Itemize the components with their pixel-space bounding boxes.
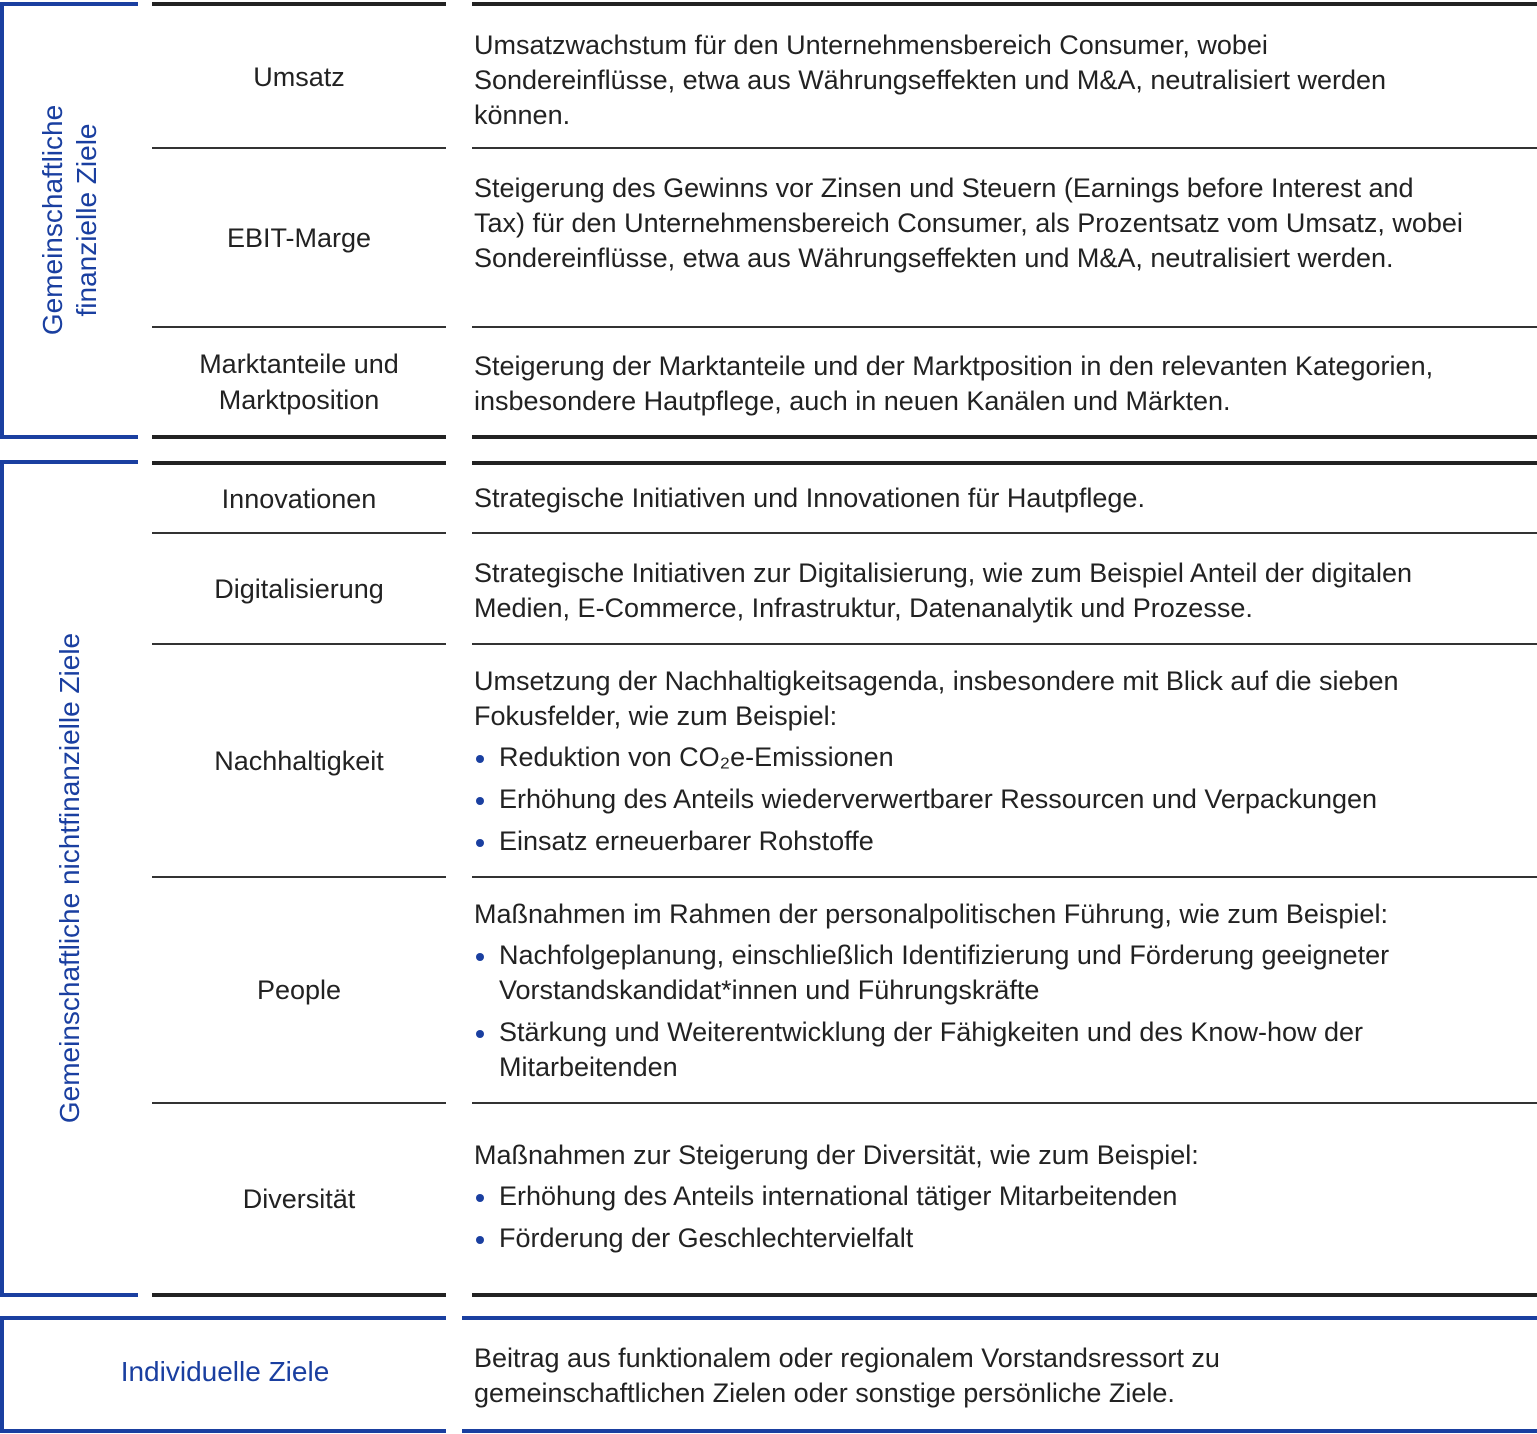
bullet-item: Nachfolgeplanung, einschließlich Identifizierung und Förderung geeigneter Vorstandskandidat*innen und Führungskräfte — [474, 938, 1424, 1008]
row-label-umsatz: Umsatz — [253, 61, 345, 92]
row-desc-umsatz: Umsatzwachstum für den Unternehmensbereich Consumer, wobei Sondereinflüsse, etwa aus Währungseffekten und M&A, neutralisiert werden können. — [474, 30, 1387, 130]
rule-desc-bottom-nonfinancial — [472, 1293, 1537, 1297]
bullet-item: Einsatz erneuerbarer Rohstoffe — [474, 824, 1434, 859]
row-label-digitalisierung: Digitalisierung — [214, 573, 384, 604]
row-desc-marktanteile: Steigerung der Marktanteile und der Marktposition in den relevanten Kategorien, insbesondere Hautpflege, auch in neuen Kanälen und Märkten. — [474, 351, 1434, 416]
row-desc-digitalisierung: Strategische Initiativen zur Digitalisierung, wie zum Beispiel Anteil der digitalen Medien, E-Commerce, Infrastruktur, Datenanalytik und Prozesse. — [474, 558, 1412, 623]
bullet-item: Stärkung und Weiterentwicklung der Fähigkeiten und des Know-how der Mitarbeitenden — [474, 1015, 1424, 1085]
row-label-people: People — [256, 975, 342, 1005]
rule-desc — [472, 643, 1537, 645]
row-desc-diversitaet: Maßnahmen zur Steigerung der Diversität, wie zum Beispiel: Erhöhung des Anteils international tätiger Mitarbeitenden Förderung der Geschlechtervielfalt — [474, 1138, 1514, 1263]
bullet-item: Erhöhung des Anteils international tätiger Mitarbeitenden — [474, 1179, 1514, 1214]
row-label-ebit-marge: EBIT-Marge — [226, 222, 372, 253]
row-desc-individuell: Beitrag aus funktionalem oder regionalem Vorstandsressort zu gemeinschaftlichen Zielen oder sonstige persönliche Ziele. — [474, 1343, 1220, 1408]
row-label-diversitaet: Diversität — [242, 1183, 356, 1214]
row-label-innovationen: Innovationen — [221, 483, 377, 514]
group-label-financial: Gemeinschaftliche finanzielle Ziele — [37, 104, 102, 336]
rule-individual-top — [462, 1316, 1537, 1320]
rule-desc — [472, 532, 1537, 534]
bullet-item: Förderung der Geschlechtervielfalt — [474, 1221, 1514, 1256]
row-desc-nachhaltigkeit: Umsetzung der Nachhaltigkeitsagenda, insbesondere mit Blick auf die sieben Fokusfelder, wie zum Beispiel: Reduktion von CO₂e-Emissionen Erhöhung des Anteils wiederverwertbarer Ressourcen und Verpackungen Einsatz erneuerbarer Rohstoffe — [474, 664, 1434, 866]
rule-desc — [472, 326, 1537, 328]
rule-label-bottom-nonfinancial — [152, 1293, 446, 1297]
rule-desc-bottom-financial — [472, 435, 1537, 439]
row-desc-people: Maßnahmen im Rahmen der personalpolitischen Führung, wie zum Beispiel: Nachfolgeplanung, einschließlich Identifizierung und Förderung geeigneter Vorstandskandidat*innen und Führungskräfte Stärkung und Weiterentwicklung der Fähigkeiten und des Know-how der Mitarbeitenden — [474, 897, 1504, 1092]
group-label-nonfinancial: Gemeinschaftliche nichtfinanzielle Ziele — [54, 632, 85, 1124]
row-desc-ebit-marge: Steigerung des Gewinns vor Zinsen und Steuern (Earnings before Interest and Tax) für den Unternehmensbereich Consumer, als Prozentsatz vom Umsatz, wobei Sondereinflüsse, etwa aus Währungseffekten und M&A, neutralisiert werden. — [474, 173, 1463, 273]
row-desc-innovationen: Strategische Initiativen und Innovationen für Hautpflege. — [474, 483, 1145, 513]
row-label-nachhaltigkeit: Nachhaltigkeit — [214, 745, 384, 776]
rule-desc — [472, 876, 1537, 878]
rule-desc — [472, 147, 1537, 149]
rule-desc-top-nonfinancial — [472, 461, 1537, 465]
row-label-marktanteile: Marktanteile und Marktposition — [199, 348, 399, 415]
group-label-individual: Individuelle Ziele — [120, 1356, 330, 1387]
bullet-item: Reduktion von CO₂e-Emissionen — [474, 740, 1434, 775]
rule-label-bottom-financial — [152, 435, 446, 439]
rule-desc — [472, 1102, 1537, 1104]
rule-desc-top-financial — [472, 2, 1537, 6]
rule-individual-bottom — [462, 1429, 1537, 1433]
bullet-item: Erhöhung des Anteils wiederverwertbarer Ressourcen und Verpackungen — [474, 782, 1434, 817]
